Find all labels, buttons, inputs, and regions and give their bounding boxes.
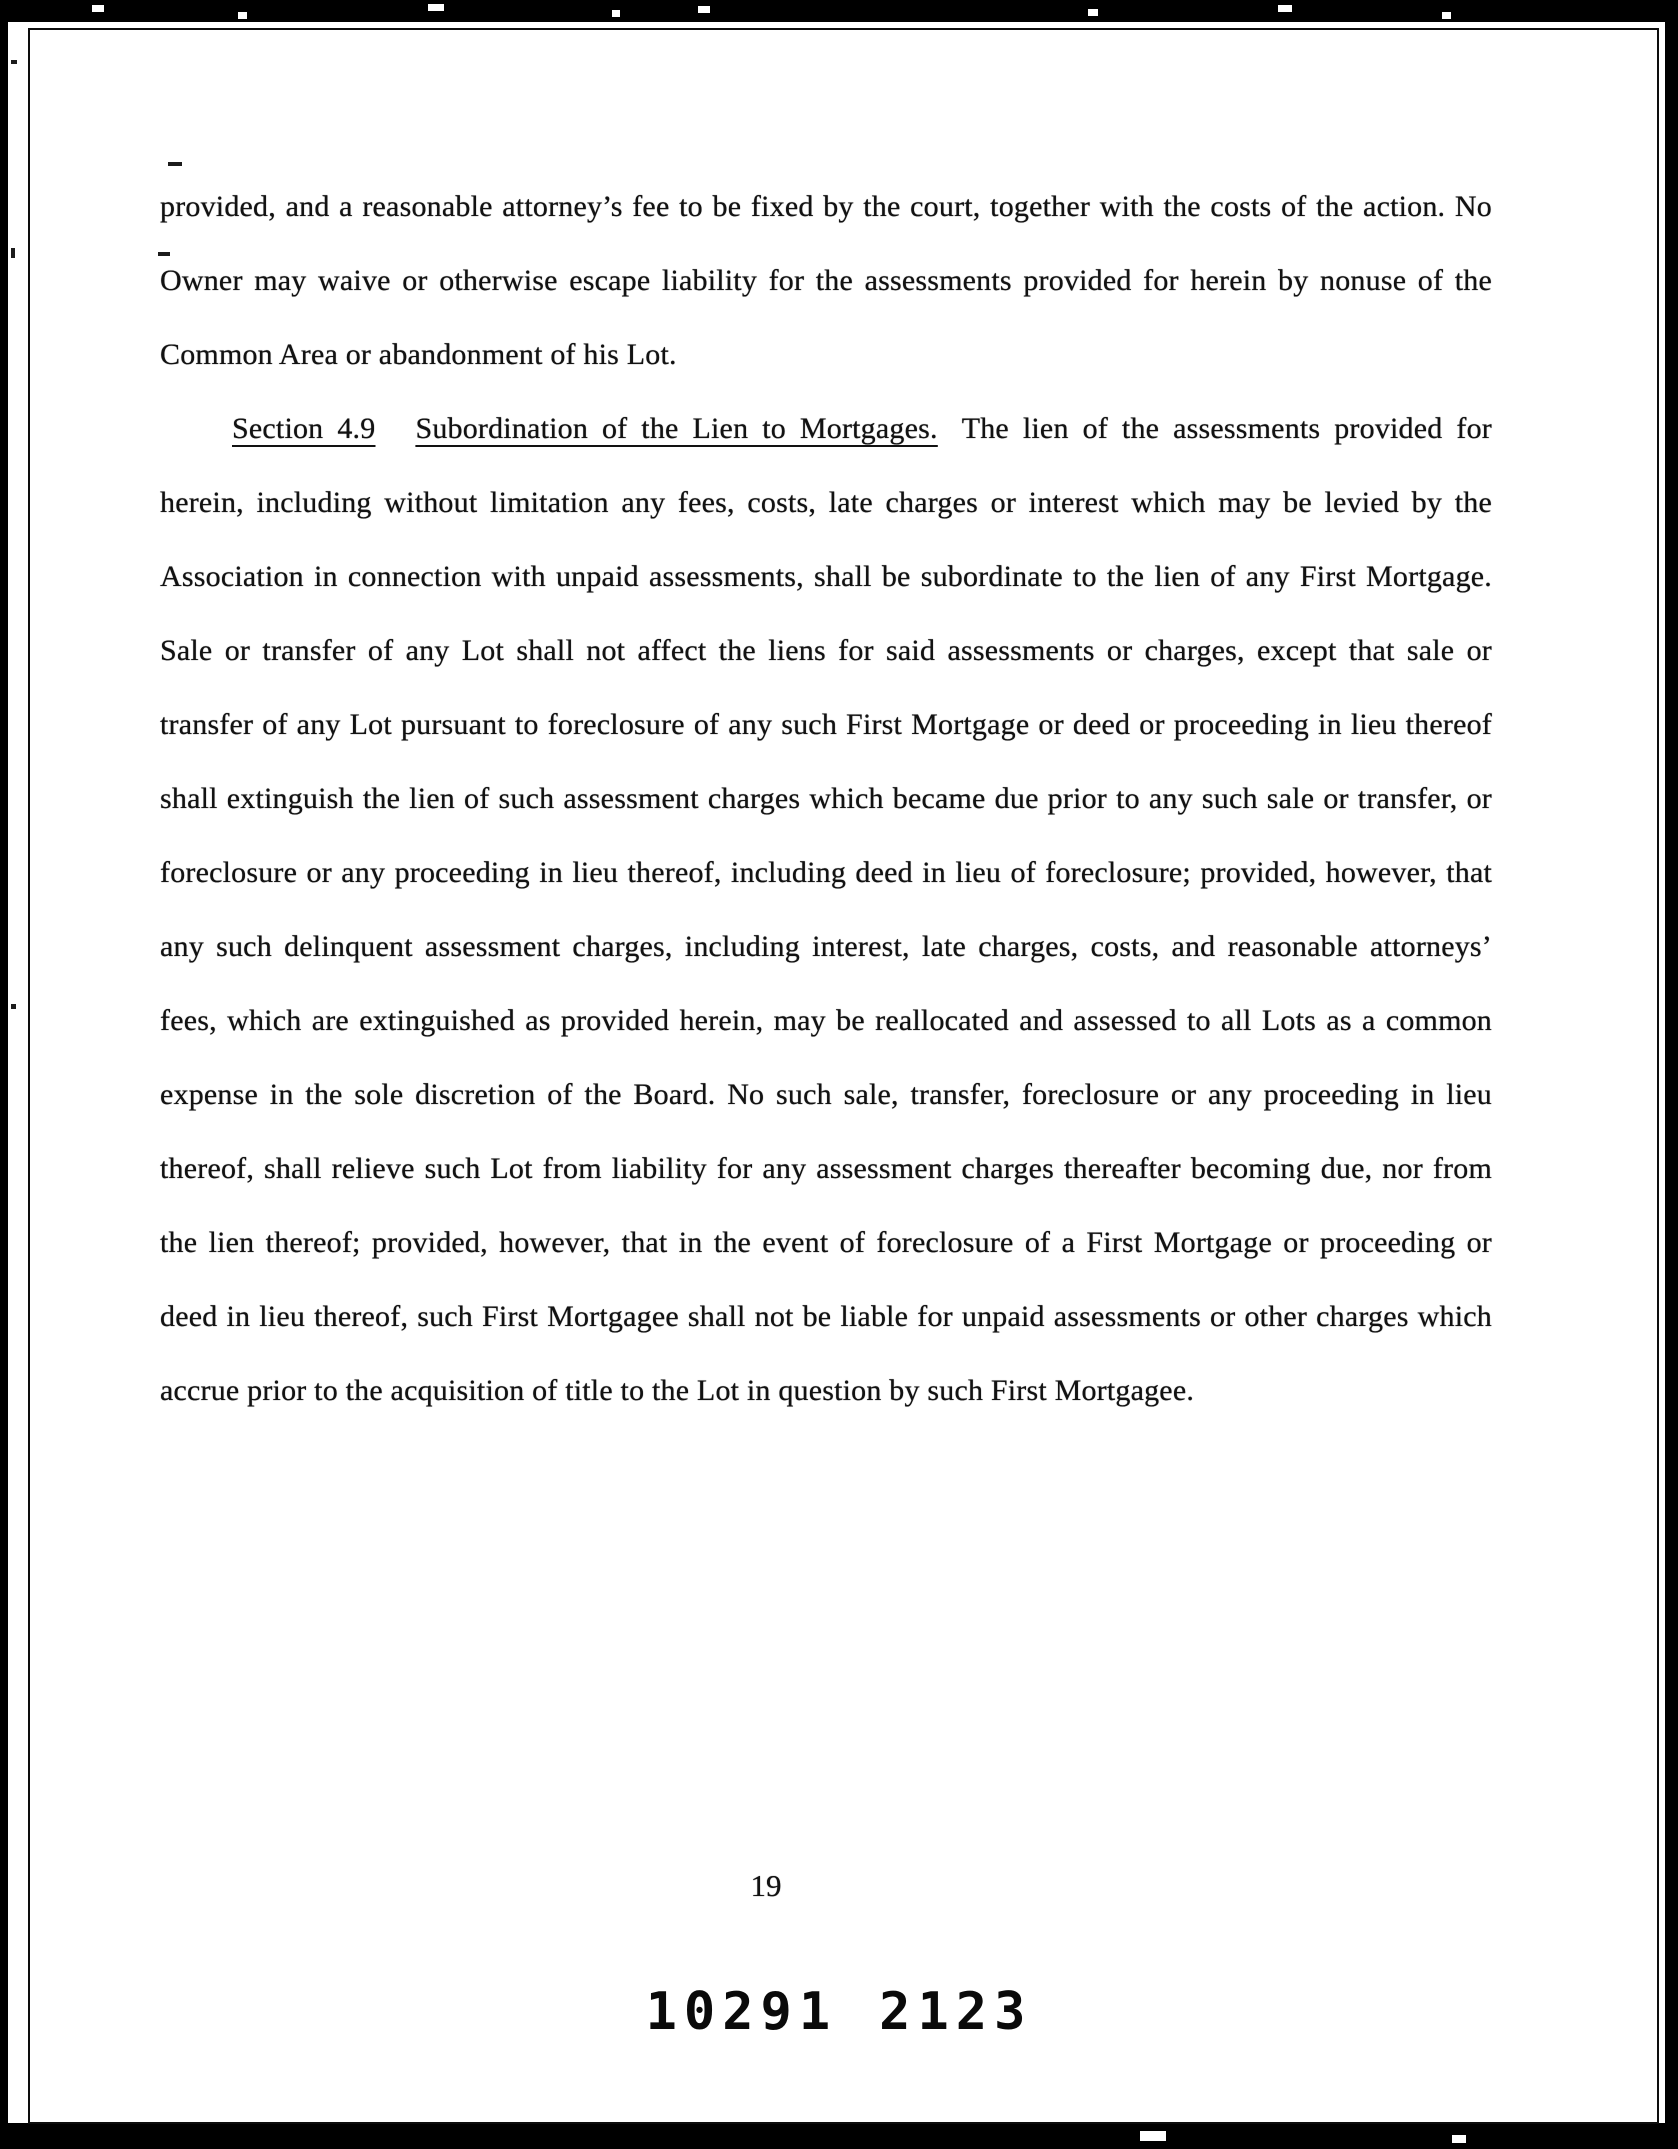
paragraph-continuation: provided, and a reasonable attorney’s fee to be fixed by the court, together with the costs of the action. No Owner may waive or otherwise escape liability for the assessments provided for herein by nonuse of the Common Area or abandonment of his Lot. <box>160 190 1492 371</box>
scan-artifact <box>168 162 182 166</box>
section-4-9-paragraph <box>160 392 1492 1428</box>
scan-edge-bottom <box>0 2123 1678 2149</box>
scan-artifact <box>11 1004 16 1009</box>
stamp-number-right: 2123 <box>879 1982 1033 2042</box>
document-text-block <box>160 170 1492 1428</box>
scan-artifact <box>1442 12 1451 19</box>
scan-artifact <box>1452 2135 1466 2143</box>
scan-edge-top <box>0 0 1678 22</box>
scan-artifact <box>238 12 247 19</box>
section-title: Subordination of the Lien to Mortgages. <box>415 412 938 445</box>
page-number: 19 <box>750 1868 782 1903</box>
scan-artifact <box>1278 5 1292 12</box>
scan-edge-left <box>0 0 8 2149</box>
scan-artifact <box>1140 2131 1166 2141</box>
scan-artifact <box>11 60 17 64</box>
section-body-text: The lien of the assessments provided for herein, including without limitation any fees, costs, late charges or interest which may be levied by the Association in connection with unpaid assessments, shall be subordinate to the lien of any First Mortgage. Sale or transfer of any Lot shall not affect the liens for said assessments or charges, except that sale or transfer of any Lot pursuant to foreclosure of any such First Mortgage or deed or proceeding in lieu thereof shall extinguish the lien of such assessment charges which became due prior to any such sale or transfer, or foreclosure or any proceeding in lieu thereof, including deed in lieu of foreclosure; provided, however, that any such delinquent assessment charges, including interest, late charges, costs, and reasonable attorneys’ fees, which are extinguished as provided herein, may be reallocated and assessed to all Lots as a common expense in the sole discretion of the Board. No such sale, transfer, foreclosure or any proceeding in lieu thereof, shall relieve such Lot from liability for any assessment charges thereafter becoming due, nor from the lien thereof; provided, however, that in the event of foreclosure of a First Mortgage or proceeding or deed in lieu thereof, such First Mortgagee shall not be liable for unpaid assessments or other charges which accrue prior to the acquisition of title to the Lot in question by such First Mortgagee. <box>160 412 1492 1407</box>
scan-artifact <box>92 5 104 12</box>
scan-artifact <box>11 248 15 258</box>
scan-artifact <box>698 6 710 13</box>
stamp-number-left: 10291 <box>645 1982 838 2042</box>
document-stamp <box>0 1982 1678 2042</box>
scan-artifact <box>1088 9 1098 16</box>
scan-artifact <box>612 10 620 17</box>
scan-edge-right <box>1665 0 1678 2149</box>
section-label: Section 4.9 <box>232 412 376 445</box>
scan-artifact <box>428 4 444 11</box>
